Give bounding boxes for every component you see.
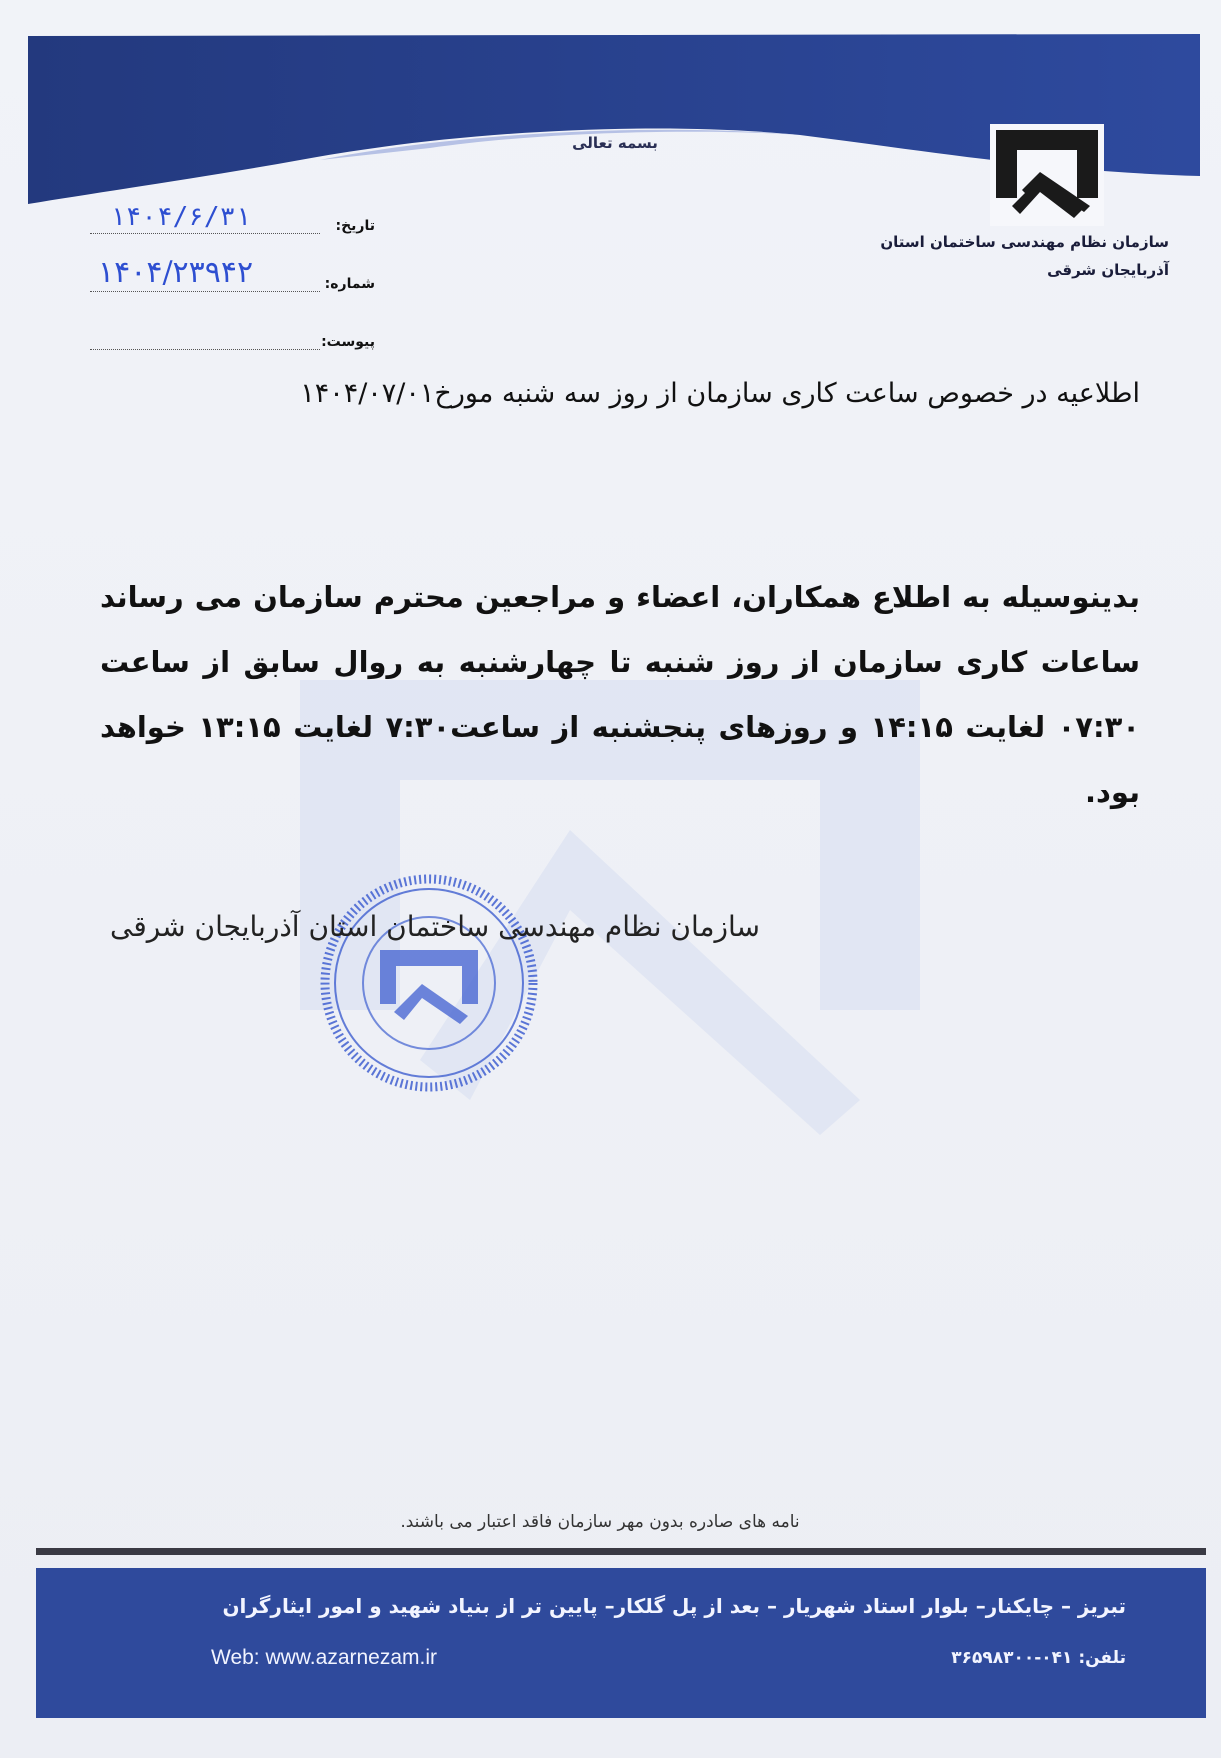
org-stamp-icon (318, 872, 540, 1094)
org-name-line1: سازمان نظام مهندسی ساختمان استان (880, 233, 1169, 251)
number-line (90, 291, 320, 292)
number-label: شماره: (324, 276, 375, 292)
footer-band (36, 1568, 1206, 1718)
footer-note: نامه های صادره بدون مهر سازمان فاقد اعتبار می باشند. (400, 1512, 800, 1532)
org-name-line2: آذربایجان شرقی (1047, 261, 1169, 279)
number-row (90, 255, 375, 298)
signature: سازمان نظام مهندسی ساختمان استان آذربایجان شرقی (110, 910, 760, 943)
date-row (90, 200, 375, 240)
notice-body: بدینوسیله به اطلاع همکاران، اعضاء و مراجعین محترم سازمان می رساند ساعات کاری سازمان از روز شنبه تا چهارشنبه به روال سابق از ساعت ۰۷:۳۰ لغایت ۱۴:۱۵ و روزهای پنجشنبه از ساعت۷:۳۰ لغایت ۱۳:۱۵ خواهد بود. (100, 580, 1140, 809)
attachment-label: پیوست: (321, 334, 375, 350)
date-value: ۱۴۰۴/۶/۳۱ (110, 202, 251, 232)
date-label: تاریخ: (335, 218, 375, 234)
footer-rule (36, 1548, 1206, 1555)
footer-phone: تلفن: ۰۴۱-۳۶۵۹۸۳۰۰ (951, 1648, 1126, 1668)
org-logo-icon (982, 120, 1112, 230)
org-name (869, 228, 1169, 284)
attachment-line (90, 349, 320, 350)
footer-web-link[interactable]: Web: www.azarnezam.ir (211, 1646, 438, 1669)
notice-title: اطلاعیه در خصوص ساعت کاری سازمان از روز سه شنبه مورخ۱۴۰۴/۰۷/۰۱ (300, 378, 1140, 409)
date-line (90, 233, 320, 234)
attachment-row (90, 316, 375, 356)
footer-address: تبریز – چایکنار– بلوار استاد شهریار – بعد از پل گلکار– پایین تر از بنیاد شهید و امور ایثارگران (222, 1594, 1126, 1618)
number-value: ۱۴۰۴/۲۳۹۴۲ (98, 255, 254, 290)
basmala: بسمه تعالی (572, 134, 658, 152)
